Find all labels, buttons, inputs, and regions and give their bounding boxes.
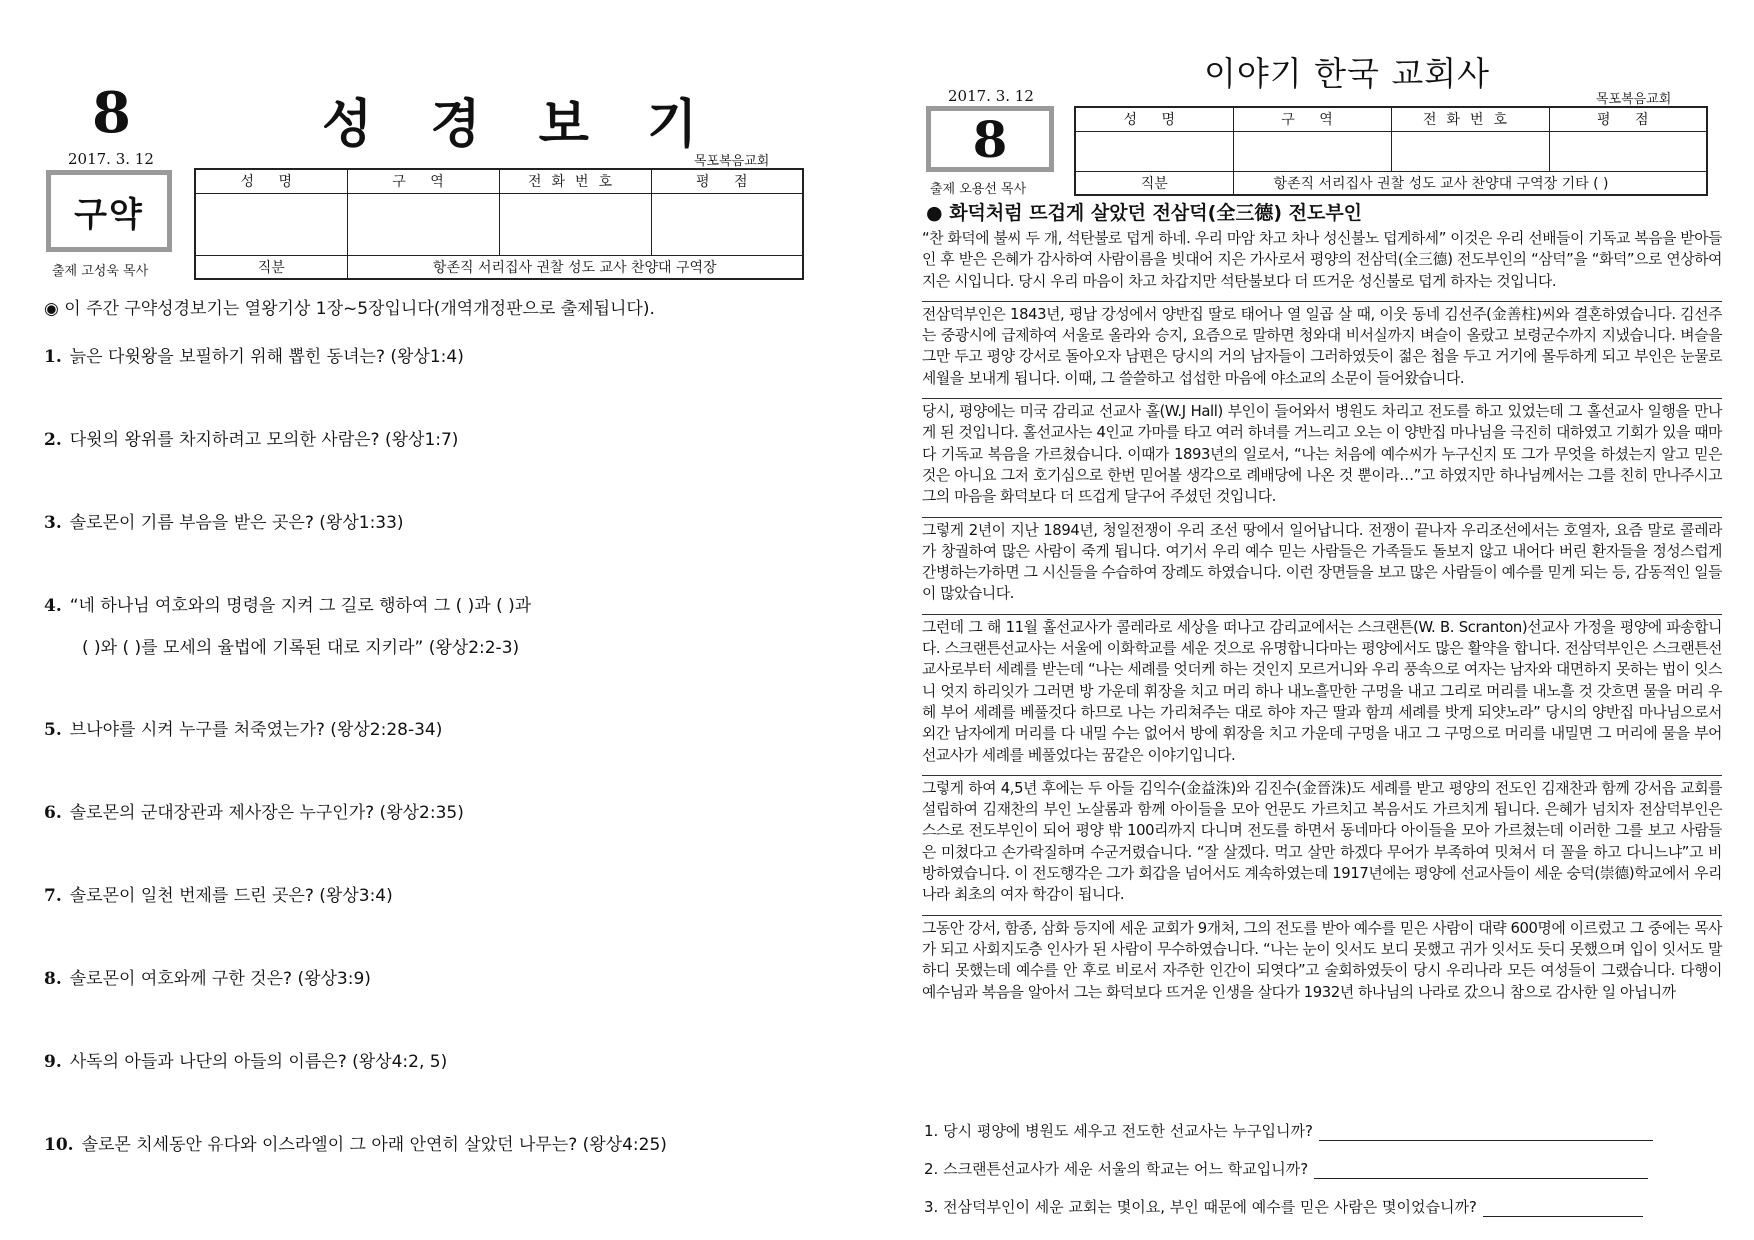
question-item bbox=[44, 425, 458, 450]
question-number: 3. bbox=[44, 513, 62, 533]
week-badge bbox=[926, 106, 1054, 172]
answer-blank[interactable] bbox=[1319, 1127, 1653, 1141]
district-field[interactable] bbox=[347, 193, 499, 255]
testament-badge-label: 구약 bbox=[74, 194, 144, 235]
score-field[interactable] bbox=[1549, 131, 1707, 171]
question-text: 사독의 아들과 나단의 아들의 이름은? (왕상4:2, 5) bbox=[69, 1052, 448, 1072]
article-paragraph: 그동안 강서, 함종, 삼화 등지에 세운 교회가 9개처, 그의 전도를 받아 예수를 믿은 사람이 대략 600명에 이르렀고 그 중에는 목사가 되고 사회지도층 인사가 된 사람이 무수하였습니다. “나는 눈이 잇서도 보디 못했고 귀가 잇서도 듯디 못했으며 입이 잇서도 말하디 못했는데 예수를 안 후로 비로서 자주한 인간이 되엿다”고 술회하였듯이 당시 우리나라 모든 여성들이 그랬습니다. 다행이 예수님과 복음을 알아서 그는 화덕보다 뜨거운 인생을 살다가 1932년 하나님의 나라로 갔으니 참으로 감사한 일 아닙니까 bbox=[922, 915, 1722, 1003]
question-item bbox=[44, 342, 464, 367]
author-credit: 출제 오용선 목사 bbox=[930, 182, 1027, 197]
question-text: 브나야를 시켜 누구를 처죽였는가? (왕상2:28-34) bbox=[69, 720, 443, 740]
question-number: 6. bbox=[44, 803, 62, 823]
question-text: ( )와 ( )를 모세의 율법에 기록된 대로 지키라” (왕상2:2-3) bbox=[82, 638, 520, 658]
phone-field[interactable] bbox=[1391, 131, 1549, 171]
review-question bbox=[924, 1120, 1653, 1141]
question-item bbox=[44, 1130, 667, 1155]
header-phone: 전화번호 bbox=[1391, 107, 1549, 131]
week-number: 8 bbox=[92, 80, 131, 146]
question-item bbox=[44, 964, 371, 989]
question-number: 10. bbox=[44, 1135, 74, 1155]
review-question bbox=[924, 1158, 1648, 1179]
answer-blank[interactable] bbox=[1314, 1165, 1648, 1179]
district-field[interactable] bbox=[1233, 131, 1391, 171]
question-item-continued bbox=[82, 633, 519, 658]
question-text: 솔로몬이 기름 부음을 받은 곳은? (왕상1:33) bbox=[69, 513, 404, 533]
role-label: 직분 bbox=[195, 255, 347, 279]
question-number: 1. bbox=[44, 347, 62, 367]
author-credit: 출제 고성욱 목사 bbox=[52, 264, 149, 279]
testament-badge bbox=[46, 170, 172, 252]
role-options[interactable]: 항존직 서리집사 권찰 성도 교사 찬양대 구역장 기타 ( ) bbox=[1233, 171, 1707, 195]
question-item bbox=[44, 798, 464, 823]
role-options[interactable]: 항존직 서리집사 권찰 성도 교사 찬양대 구역장 bbox=[347, 255, 803, 279]
church-name: 목포복음교회 bbox=[1596, 92, 1672, 107]
header-name: 성 명 bbox=[195, 169, 347, 193]
church-name: 목포복음교회 bbox=[694, 154, 770, 169]
question-item bbox=[44, 881, 393, 906]
header-score: 평 점 bbox=[1549, 107, 1707, 131]
review-question bbox=[924, 1196, 1643, 1217]
article-body bbox=[922, 228, 1722, 1003]
article-paragraph: 그렇게 2년이 지난 1894년, 청일전쟁이 우리 조선 땅에서 일어납니다. 전쟁이 끝나자 우리조선에서는 호열자, 요즘 말로 콜레라가 창궐하여 많은 사람이 죽게 됩니다. 여기서 우리 예수 믿는 사람들은 가족들도 돌보지 않고 내어다 버린 환자들을 정성스럽게 간병하는가하면 그 시신들을 수습하여 장례도 하였습니다. 이런 장면들을 보고 많은 사람들이 예수를 믿게 되는 등, 감동적인 일들이 많았습니다. bbox=[922, 517, 1722, 605]
article-paragraph: 그런데 그 해 11월 홀선교사가 콜레라로 세상을 떠나고 감리교에서는 스크랜튼(W. B. Scranton)선교사 가정을 평양에 파송합니다. 스크랜튼선교사는 서울에 이화학교를 세운 것으로 유명합니다마는 평양에서도 많은 활약을 합니다. 전삼덕부인은 스크랜튼선교사로부터 세례를 받는데 “나는 세례를 엇더케 하는 것인지 모르거니와 우리 풍속으로 여자는 남자와 대면하지 못하는 법이 잇스니 엇지 하리잇가 그러면 방 가운데 휘장을 치고 머리 하나 내노흘만한 구멍을 내고 그리로 머리를 내노흘 것 갓흐면 물을 머리 우헤 부어 세례를 베풀것다 하므로 나는 가리쳐주는 대로 하야 자근 딸과 함끠 세례를 밧게 되얏노라” 당시의 양반집 마나님으로서 외간 남자에게 머리를 다 내밀 수는 없어서 방에 휘장을 치고 가운데 구멍을 내고 그 구멍으로 머리를 내밀면 그 머리에 물을 부어 선교사가 세례를 베풀었다는 꿈같은 이야기입니다. bbox=[922, 614, 1722, 766]
question-text: “네 하나님 여호와의 명령을 지켜 그 길로 행하여 그 ( )과 ( )과 bbox=[69, 596, 532, 616]
name-field[interactable] bbox=[1075, 131, 1233, 171]
question-text: 솔로몬 치세동안 유다와 이스라엘이 그 아래 안연히 살았던 나무는? (왕상4:25) bbox=[81, 1135, 667, 1155]
review-question-text: 1. 당시 평양에 병원도 세우고 전도한 선교사는 누구입니까? bbox=[924, 1122, 1313, 1140]
question-number: 9. bbox=[44, 1052, 62, 1072]
header-phone: 전화번호 bbox=[499, 169, 651, 193]
issue-date: 2017. 3. 12 bbox=[68, 150, 154, 168]
question-number: 8. bbox=[44, 969, 62, 989]
question-item bbox=[44, 591, 531, 616]
question-number: 2. bbox=[44, 430, 62, 450]
answer-sheet-info-table bbox=[194, 168, 804, 280]
answer-sheet-info-table bbox=[1074, 106, 1708, 196]
score-field[interactable] bbox=[651, 193, 803, 255]
article-paragraph: 전삼덕부인은 1843년, 평남 강성에서 양반집 딸로 태어나 열 일곱 살 때, 이웃 동네 김선주(金善柱)씨와 결혼하였습니다. 김선주는 중광시에 급제하여 서울로 올라와 승지, 요즘으로 말하면 청와대 비서실까지 벼슬이 올랐고 보령군수까지 지냈습니다. 벼슬을 그만 두고 평양 강서로 돌아오자 남편은 당시의 거의 남자들이 그러하였듯이 젊은 첩을 두고 거기에 몰두하게 되고 부인은 눈물로 세월을 보내게 됩니다. 이때, 그 쓸쓸하고 섭섭한 마음에 야소교의 소문이 들어왔습니다. bbox=[922, 301, 1722, 389]
phone-field[interactable] bbox=[499, 193, 651, 255]
question-item bbox=[44, 1047, 447, 1072]
review-question-text: 2. 스크랜튼선교사가 세운 서울의 학교는 어느 학교입니까? bbox=[924, 1160, 1309, 1178]
role-label: 직분 bbox=[1075, 171, 1233, 195]
question-item bbox=[44, 508, 404, 533]
question-number: 5. bbox=[44, 720, 62, 740]
question-text: 늙은 다윗왕을 보필하기 위해 뽑힌 동녀는? (왕상1:4) bbox=[69, 347, 464, 367]
article-paragraph: 당시, 평양에는 미국 감리교 선교사 홀(W.J Hall) 부인이 들어와서 병원도 차리고 전도를 하고 있었는데 그 홀선교사 일행을 만나게 된 것입니다. 홀선교사는 4인교 가마를 타고 여러 하녀를 거느리고 오는 이 양반집 마나님을 극진히 대하였고 기회가 있을 때마다 기독교 복음을 가르쳤습니다. 이때가 1893년의 일로서, “나는 처음에 예수씨가 누구신지 또 그가 무엇을 하셨는지 알고 믿은 것은 아니요 그저 호기심으로 한번 믿어볼 생각으로 례배당에 나온 것 뿐이라…”고 하였지만 하나님께서는 그를 친히 만나주시고 그의 마음을 화덕보다 더 뜨겁게 달구어 주셨던 것입니다. bbox=[922, 398, 1722, 507]
issue-date: 2017. 3. 12 bbox=[948, 87, 1034, 105]
question-item bbox=[44, 715, 442, 740]
header-district: 구 역 bbox=[1233, 107, 1391, 131]
header-district: 구 역 bbox=[347, 169, 499, 193]
question-text: 솔로몬이 일천 번제를 드린 곳은? (왕상3:4) bbox=[69, 886, 393, 906]
header-score: 평 점 bbox=[651, 169, 803, 193]
review-question-text: 3. 전삼덕부인이 세운 교회는 몇이요, 부인 때문에 예수를 믿은 사람은 몇이었습니까? bbox=[924, 1198, 1477, 1216]
intro-notice: ◉ 이 주간 구약성경보기는 열왕기상 1장~5장입니다(개역개정판으로 출제됩니다). bbox=[44, 299, 655, 319]
name-field[interactable] bbox=[195, 193, 347, 255]
question-text: 다윗의 왕위를 차지하려고 모의한 사람은? (왕상1:7) bbox=[69, 430, 459, 450]
article-title: ● 화덕처럼 뜨겁게 살았던 전삼덕(全三德) 전도부인 bbox=[926, 202, 1363, 224]
article-paragraph: 그렇게 하여 4,5년 후에는 두 아들 김익수(金益洙)와 김진수(金晉洙)도 세례를 받고 평양의 전도인 김재찬과 함께 강서읍 교회를 설립하여 김재찬의 부인 노살롬과 함께 아이들을 모아 언문도 가르치고 복음서도 가르치게 됩니다. 은혜가 넘치자 전삼덕부인은 스스로 전도부인이 되어 평양 밖 100리까지 다니며 전도를 하면서 동네마다 아이들을 모아 가르쳤는데 이러한 그를 보고 사람들은 미쳤다고 손가락질하며 수군거렸습니다. “잘 살겠다. 먹고 살만 하겠다 무어가 부족하여 밋쳐서 더 꼴을 하고 다니느냐”고 비방하였습니다. 이 전도행각은 그가 회갑을 넘어서도 계속하였는데 1917년에는 평양에 선교사들이 세운 숭덕(崇德)학교에서 우리나라 최초의 여자 학감이 됩니다. bbox=[922, 775, 1722, 906]
question-text: 솔로몬의 군대장관과 제사장은 누구인가? (왕상2:35) bbox=[69, 803, 464, 823]
header-name: 성 명 bbox=[1075, 107, 1233, 131]
article-paragraph: “찬 화덕에 불씨 두 개, 석탄불로 덥게 하네. 우리 마암 차고 차나 성신불노 덥게하세” 이것은 우리 선배들이 기독교 복음을 받아들인 후 받은 은혜가 감사하여 사람이름을 빗대어 지은 가사로서 평양의 전삼덕(全三德) 전도부인의 “삼덕”을 “화덕”으로 연상하여 지은 시입니다. 당시 우리 마음이 차고 차갑지만 석탄불보다 더 뜨거운 성신불로 덥게 하자는 것입니다. bbox=[922, 230, 1722, 290]
question-number: 4. bbox=[44, 596, 62, 616]
page-title: 성 경 보 기 bbox=[322, 94, 718, 155]
page-title: 이야기 한국 교회사 bbox=[1204, 54, 1491, 93]
question-text: 솔로몬이 여호와께 구한 것은? (왕상3:9) bbox=[69, 969, 371, 989]
question-number: 7. bbox=[44, 886, 62, 906]
week-number: 8 bbox=[972, 109, 1008, 169]
answer-blank[interactable] bbox=[1483, 1203, 1643, 1217]
